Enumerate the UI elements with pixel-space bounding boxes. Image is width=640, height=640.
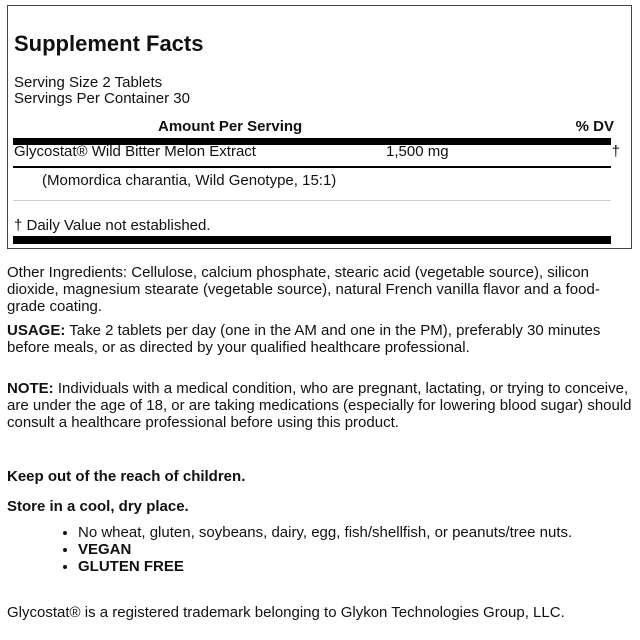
- keep-out-warning: Keep out of the reach of children.: [7, 468, 246, 485]
- note-text: Individuals with a medical condition, who are pregnant, lactating, or trying to conceive, are under the age of 18, or are taking medications (especially for lowering blood sugar) should consult a healthcare professional before using this product.: [7, 380, 632, 431]
- thick-divider: [13, 236, 611, 244]
- trademark-note: Glycostat® is a registered trademark belonging to Glykon Technologies Group, LLC.: [7, 604, 565, 621]
- bullet-item: • VEGAN: [78, 541, 635, 558]
- header-dv: % DV: [575, 118, 614, 135]
- serving-size: Serving Size 2 Tablets: [14, 74, 163, 91]
- ingredient-amount: 1,500 mg: [386, 143, 449, 160]
- panel-title: Supplement Facts: [14, 31, 204, 56]
- usage: [7, 322, 635, 356]
- servings-per-container: Servings Per Container 30: [14, 90, 190, 107]
- light-divider: [13, 200, 611, 201]
- allergen-list: [7, 524, 635, 575]
- ingredient-name: Glycostat® Wild Bitter Melon Extract: [14, 143, 256, 160]
- footnote: † Daily Value not established.: [14, 217, 211, 234]
- ingredient-detail: (Momordica charantia, Wild Genotype, 15:1): [42, 172, 337, 189]
- bullet-item: • No wheat, gluten, soybeans, dairy, egg, fish/shellfish, or peanuts/tree nuts.: [78, 524, 635, 541]
- usage-label: USAGE:: [7, 322, 66, 339]
- storage-note: Store in a cool, dry place.: [7, 498, 189, 515]
- other-ingredients: Other Ingredients: Cellulose, calcium phosphate, stearic acid (vegetable source), silicon dioxide, magnesium stearate (vegetable source), natural French vanilla flavor and a food-grade coating.: [7, 264, 600, 315]
- divider: [13, 166, 611, 168]
- usage-text: Take 2 tablets per day (one in the AM and one in the PM), preferably 30 minutes before meals, or as directed by your qualified healthcare professional.: [7, 322, 601, 356]
- header-amount: Amount Per Serving: [158, 118, 303, 135]
- note: [7, 380, 635, 431]
- ingredient-dv: †: [611, 143, 620, 160]
- note-label: NOTE:: [7, 380, 54, 397]
- bullet-item: • GLUTEN FREE: [78, 558, 635, 575]
